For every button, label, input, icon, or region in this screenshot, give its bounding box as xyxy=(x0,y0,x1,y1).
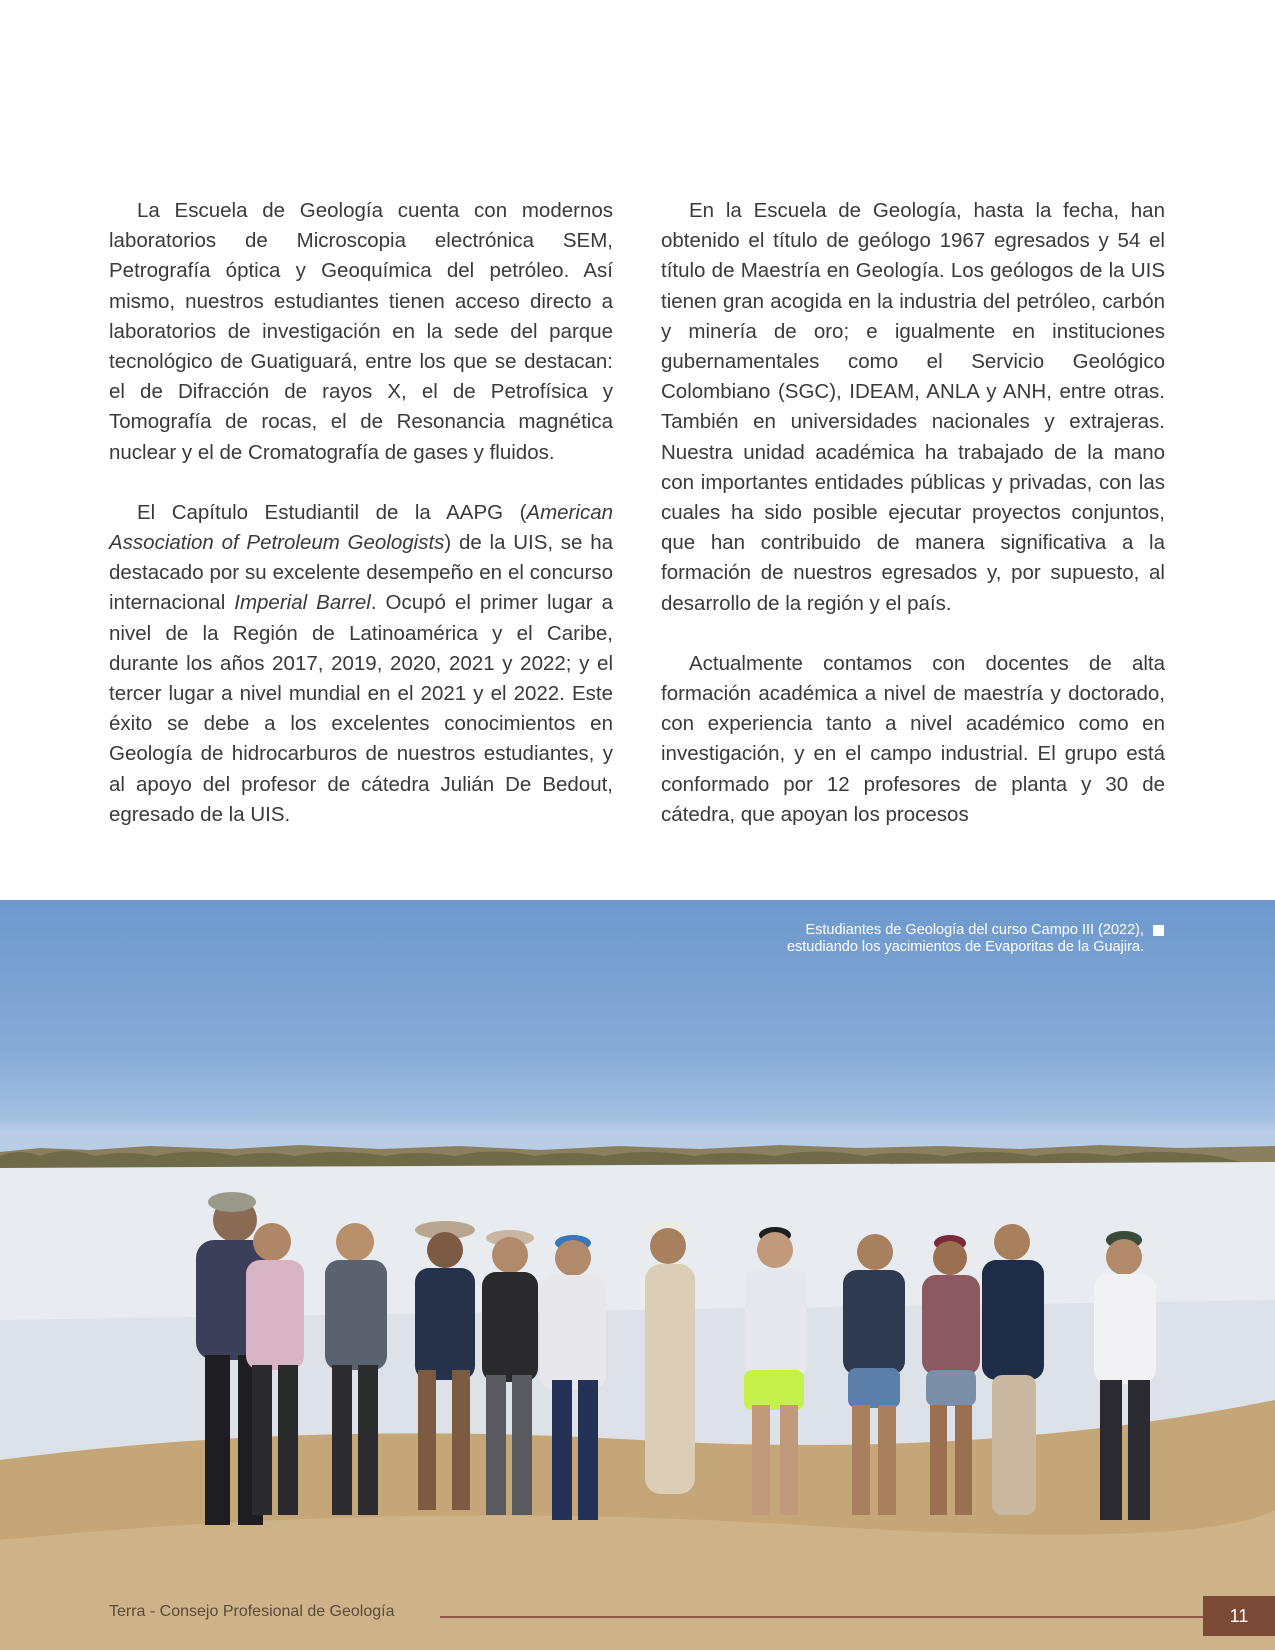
caption-square-marker xyxy=(1153,925,1164,936)
footer-publication-title: Terra - Consejo Profesional de Geología xyxy=(109,1603,395,1620)
photo-illustration xyxy=(0,900,1275,1650)
people-group xyxy=(196,1192,1156,1525)
group-photo xyxy=(0,900,1275,1650)
text-columns xyxy=(109,196,1165,830)
aapg-name-italic: American Association of Petroleum Geologists xyxy=(109,500,613,555)
caption-line-1: Estudiantes de Geología del curso Campo III (2022), xyxy=(805,922,1144,938)
paragraph-docentes: Actualmente contamos con docentes de alta formación académica a nivel de maestría y doctorado, con experiencia tanto a nivel académico como en investigación, y en el campo industrial. El grupo está conformado por 12 profesores de planta y 30 de cátedra, que apoyan los procesos xyxy=(661,651,1165,826)
caption-line-2: estudiando los yacimientos de Evaporitas de la Guajira. xyxy=(786,939,1144,955)
imperial-barrel-italic: Imperial Barrel xyxy=(234,591,371,615)
left-column xyxy=(109,196,613,830)
aapg-text-c: . Ocupó el primer lugar a nivel de la Región de Latinoamérica y el Caribe, durante los años 2017, 2019, 2020, 2021 y 2022; y el tercer lugar a nivel mundial en el 2021 y el 2022. Este éxito se debe a los excelentes conocimientos en Geología de hidrocarburos de nuestros estudiantes, y al apoyo del profesor de cátedra Julián De Bedout, egresado de la UIS. xyxy=(109,591,613,826)
photo-caption xyxy=(584,922,1144,956)
paragraph-egresados: En la Escuela de Geología, hasta la fecha, han obtenido el título de geólogo 1967 egresados y 54 el título de Maestría en Geología. Los geólogos de la UIS tienen gran acogida en la industria del petróleo, carbón y minería de oro; e igualmente en instituciones gubernamentales como el Servicio Geológico Colombiano (SGC), IDEAM, ANLA y ANH, entre otras. También en universidades nacionales y extrajeras. Nuestra unidad académica ha trabajado de la mano con importantes entidades públicas y privadas, con las cuales ha sido posible ejecutar proyectos conjuntos, que han contribuido de manera significativa a la formación de nuestros egresados y, por supuesto, al desarrollo de la región y el país. xyxy=(661,199,1165,615)
paragraph-aapg xyxy=(109,498,613,830)
paragraph-laboratorios: La Escuela de Geología cuenta con modernos laboratorios de Microscopia electrónica SEM, Petrografía óptica y Geoquímica del petróleo. Así mismo, nuestros estudiantes tienen acceso directo a laboratorios de investigación en la sede del parque tecnológico de Guatiguará, entre los que se destacan: el de Difracción de rayos X, el de Petrofísica y Tomografía de rocas, el de Resonancia magnética nuclear y el de Cromatografía de gases y fluidos. xyxy=(109,199,613,464)
footer-rule xyxy=(440,1616,1203,1618)
page-number: 11 xyxy=(1203,1596,1275,1636)
aapg-text-a: El Capítulo Estudiantil de la AAPG ( xyxy=(137,500,527,524)
aapg-text-b: ) de la UIS, se ha destacado por su excelente desempeño en el concurso internacional xyxy=(109,531,613,615)
right-column xyxy=(661,196,1165,830)
